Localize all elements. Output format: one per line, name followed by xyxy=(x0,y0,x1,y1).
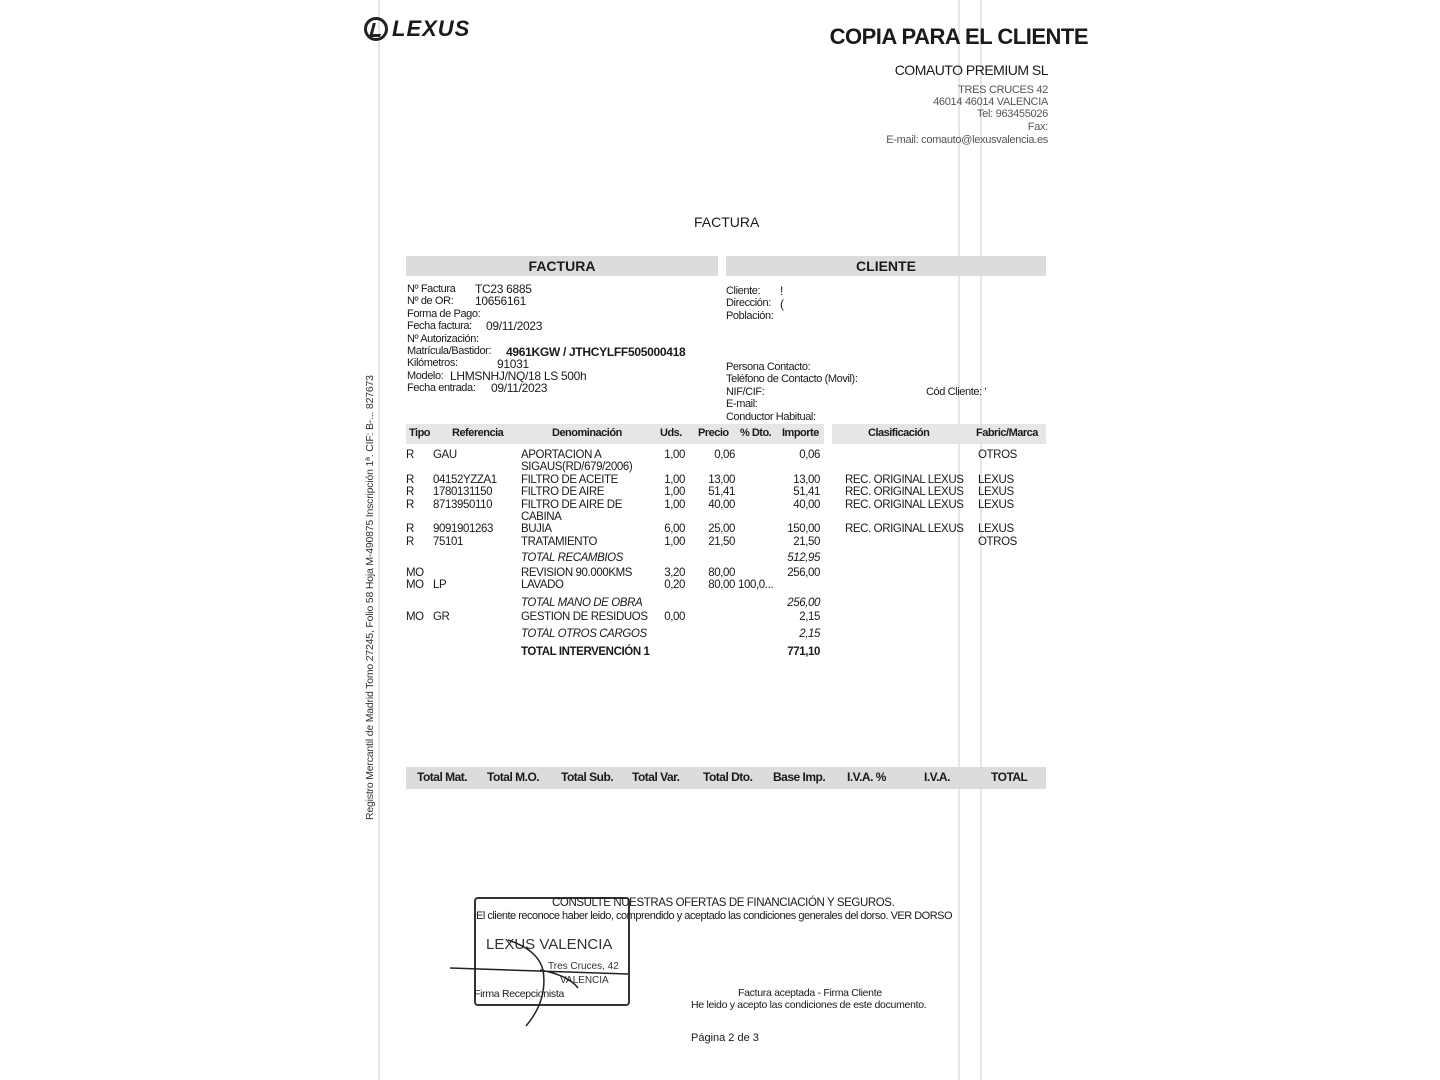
cell-clasificacion: REC. ORIGINAL LEXUS xyxy=(845,486,964,499)
cell-importe: 0,06 xyxy=(799,449,820,461)
cell-referencia: GAU xyxy=(433,449,457,461)
cell-denominacion: APORTACION A xyxy=(521,449,602,461)
cell-importe: 256,00 xyxy=(787,567,820,579)
col-precio: Precio xyxy=(698,427,729,439)
signature-scribble xyxy=(448,930,648,1030)
cell-precio: 25,00 xyxy=(708,523,735,536)
cell-referencia: 9091901263 xyxy=(433,523,493,536)
cliente-labels: Cliente: Dirección: Población: xyxy=(726,285,774,322)
gr-den: GESTION DE RESIDUOS xyxy=(521,611,648,623)
cell-uds: 1,00 xyxy=(664,449,685,461)
stamp-line-3: VALENCIA xyxy=(560,975,609,986)
col-denominacion: Denominación xyxy=(552,427,622,439)
cell-denominacion: LAVADO xyxy=(521,579,564,591)
cell-marca: OTROS xyxy=(978,449,1017,461)
total-recambios-label: TOTAL RECAMBIOS xyxy=(521,552,623,564)
cell-referencia: 8713950110 xyxy=(433,498,493,511)
cell-uds: 1,00 xyxy=(664,486,685,499)
cell-clasificacion: REC. ORIGINAL LEXUS xyxy=(845,473,964,486)
cell-precio: 80,00 xyxy=(708,567,735,579)
cliente-value: ! xyxy=(780,284,784,298)
lexus-emblem-icon xyxy=(364,17,388,41)
stamp-line-2: Tres Cruces, 42 xyxy=(548,961,619,972)
financing-notice: CONSULTE NUESTRAS OFERTAS DE FINANCIACIÓN Y SEGUROS. xyxy=(552,897,895,909)
cell-denominacion: CABINA xyxy=(521,511,562,523)
gr-importe: 2,15 xyxy=(799,611,820,623)
cell-precio: 0,06 xyxy=(714,449,735,461)
cell-importe: 40,00 xyxy=(793,498,820,511)
cell-importe: 51,41 xyxy=(793,486,820,499)
cell-tipo: R xyxy=(406,523,414,536)
conditions-notice: El cliente reconoce haber leido, comprendido y aceptado las condiciones generales del dorso. VER DORSO xyxy=(476,910,953,922)
company-phone: Tel: 963455026 xyxy=(976,108,1048,120)
footer-total-dto: Total Dto. xyxy=(703,770,753,784)
footer-total-sub: Total Sub. xyxy=(561,770,614,784)
client-acceptance-text: He leido y acepto las condiciones de este documento. xyxy=(691,999,927,1011)
total-recambios-value: 512,95 xyxy=(787,552,820,564)
cell-referencia: 1780131150 xyxy=(433,486,493,499)
cell-importe: 13,00 xyxy=(793,473,820,486)
cell-denominacion: FILTRO DE AIRE DE xyxy=(521,498,622,511)
cell-precio: 40,00 xyxy=(708,498,735,511)
cell-tipo: R xyxy=(406,498,414,511)
col-dto: % Dto. xyxy=(740,427,772,439)
cell-clasificacion: REC. ORIGINAL LEXUS xyxy=(845,523,964,536)
total-mo-label: TOTAL MANO DE OBRA xyxy=(521,597,643,609)
invoice-number: TC23 6885 xyxy=(475,282,532,296)
cliente-labels-2: Persona Contacto: Teléfono de Contacto (Movil): NIF/CIF: E-mail: Conductor Habitual: xyxy=(726,361,858,423)
cell-precio: 51,41 xyxy=(708,486,735,499)
cell-clasificacion: REC. ORIGINAL LEXUS xyxy=(845,498,964,511)
cell-denominacion: BUJIA xyxy=(521,523,552,536)
cell-denominacion: FILTRO DE AIRE xyxy=(521,486,605,499)
footer-total-var: Total Var. xyxy=(632,770,680,784)
cell-uds: 3,20 xyxy=(664,567,685,579)
invoice-date: 09/11/2023 xyxy=(486,319,543,333)
cell-marca: LEXUS xyxy=(978,523,1014,536)
entry-date: 09/11/2023 xyxy=(491,381,548,395)
model: LHMSNHJ/NQ/18 LS 500h xyxy=(450,369,587,383)
total-otros-value: 2,15 xyxy=(799,628,820,640)
col-clasificacion: Clasificación xyxy=(868,427,930,439)
cell-denominacion: REVISION 90.000KMS xyxy=(521,567,633,579)
company-address-1: TRES CRUCES 42 xyxy=(958,84,1048,96)
receptionist-signature-label: Firma Recepcionista xyxy=(474,988,564,1000)
footer-iva: I.V.A. xyxy=(924,770,950,784)
copy-title: COPIA PARA EL CLIENTE xyxy=(829,24,1088,49)
cell-marca: LEXUS xyxy=(978,473,1014,486)
cell-marca: OTROS xyxy=(978,535,1017,548)
cell-precio: 80,00 xyxy=(708,579,735,591)
cell-uds: 0,20 xyxy=(664,579,685,591)
footer-total: TOTAL xyxy=(991,770,1028,784)
company-address-2: 46014 46014 VALENCIA xyxy=(933,96,1048,108)
cell-referencia: LP xyxy=(433,579,447,591)
total-mo-value: 256,00 xyxy=(787,597,820,609)
cell-uds: 1,00 xyxy=(664,498,685,511)
footer-iva-pct: I.V.A. % xyxy=(847,770,886,784)
cell-precio: 13,00 xyxy=(708,473,735,486)
kilometers: 91031 xyxy=(497,357,529,371)
cell-marca: LEXUS xyxy=(978,486,1014,499)
col-uds: Uds. xyxy=(660,427,682,439)
gr-ref: GR xyxy=(433,611,450,623)
col-marca: Fabric/Marca xyxy=(976,427,1038,439)
total-intervencion-label: TOTAL INTERVENCIÓN 1 xyxy=(521,646,650,658)
cell-denominacion: FILTRO DE ACEITE xyxy=(521,473,618,486)
footer-total-mo: Total M.O. xyxy=(487,770,540,784)
client-signature-label: Factura aceptada - Firma Cliente xyxy=(738,987,882,999)
cell-tipo: R xyxy=(406,473,414,486)
registry-side-text: Registro Mercantil de Madrid Tomo 27245, Folio 58 Hoja M-490875 Inscripción 1ª. CIF: B-... 827673 xyxy=(364,375,376,820)
cliente-header: CLIENTE xyxy=(726,256,1046,276)
total-otros-label: TOTAL OTROS CARGOS xyxy=(521,628,647,640)
col-importe: Importe xyxy=(782,427,819,439)
cell-tipo: R xyxy=(406,535,414,548)
plate-vin: 4961KGW / JTHCYLFF505000418 xyxy=(506,345,686,359)
cell-referencia: 04152YZZA1 xyxy=(433,473,497,486)
cell-marca: LEXUS xyxy=(978,498,1014,511)
cell-uds: 1,00 xyxy=(664,535,685,548)
direccion-value: ( xyxy=(780,297,784,311)
cell-tipo: MO xyxy=(406,567,424,579)
cell-tipo: R xyxy=(406,486,414,499)
company-fax: Fax: xyxy=(1027,121,1048,133)
cell-tipo: R xyxy=(406,449,414,461)
cell-denominacion: SIGAUS(RD/679/2006) xyxy=(521,461,633,474)
cell-dto: 100,0... xyxy=(738,579,774,591)
cell-uds: 1,00 xyxy=(664,473,685,486)
factura-header: FACTURA xyxy=(406,256,718,276)
cod-cliente: Cód Cliente: ' xyxy=(926,386,987,398)
footer-base-imp: Base Imp. xyxy=(773,770,826,784)
lexus-logo: LEXUS xyxy=(364,16,470,42)
scan-line xyxy=(378,0,380,1080)
cell-denominacion: TRATAMIENTO xyxy=(521,535,598,548)
company-email: E-mail: comauto@lexusvalencia.es xyxy=(886,134,1048,146)
cell-uds: 6,00 xyxy=(664,523,685,536)
total-intervencion-value: 771,10 xyxy=(787,646,820,658)
cell-importe: 21,50 xyxy=(793,535,820,548)
col-referencia: Referencia xyxy=(452,427,504,439)
cell-importe: 150,00 xyxy=(787,523,820,536)
factura-labels: Nº Factura Nº de OR: Forma de Pago: Fecha factura: Nº Autorización: Matrícula/Bastidor: Kilómetros: Modelo: Fecha entrada: xyxy=(407,283,492,395)
col-tipo: Tipo xyxy=(409,427,431,439)
gr-uds: 0,00 xyxy=(664,611,685,623)
company-name: COMAUTO PREMIUM SL xyxy=(894,62,1048,78)
gr-tipo: MO xyxy=(406,611,424,623)
footer-total-mat: Total Mat. xyxy=(417,770,468,784)
document-title: FACTURA xyxy=(694,214,760,230)
stamp-line-1: LEXUS VALENCIA xyxy=(486,936,613,953)
cell-precio: 21,50 xyxy=(708,535,735,548)
cell-tipo: MO xyxy=(406,579,424,591)
or-number: 10656161 xyxy=(475,294,526,308)
cell-referencia: 75101 xyxy=(433,535,463,548)
scan-line xyxy=(958,0,960,1080)
page-number: Página 2 de 3 xyxy=(691,1032,759,1044)
